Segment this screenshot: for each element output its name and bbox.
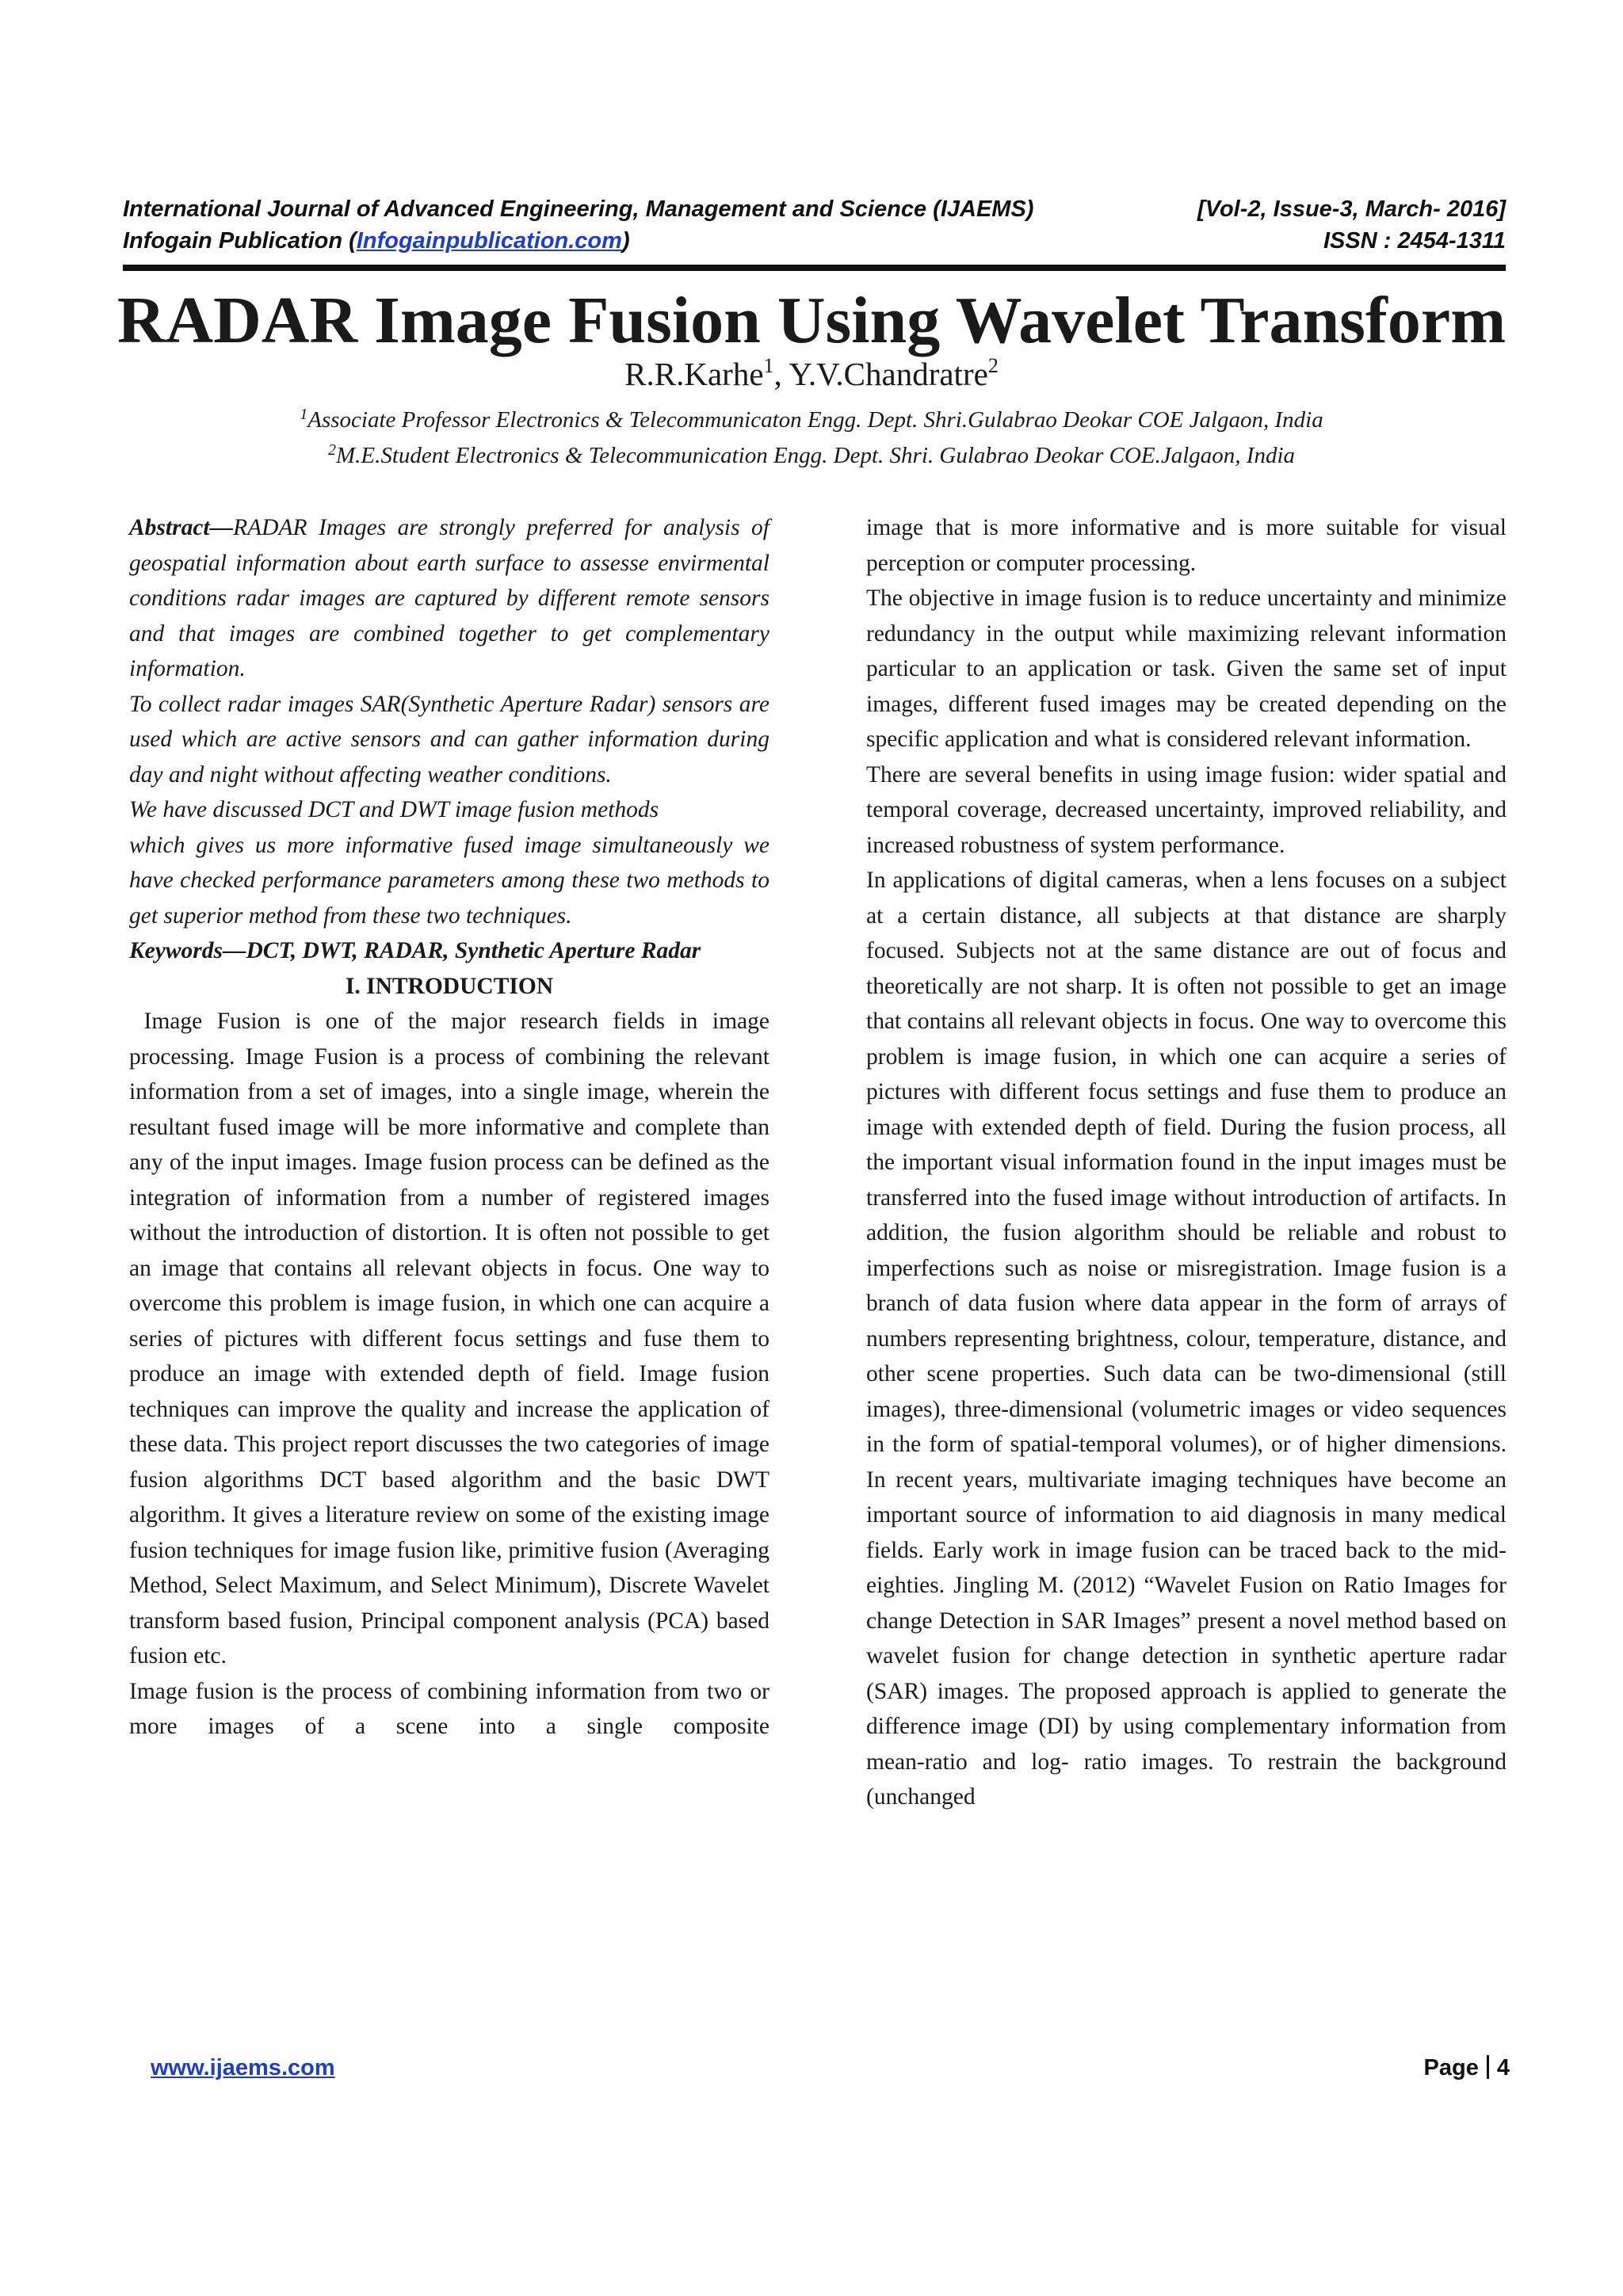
header-rule [123,265,1506,271]
abstract-paragraph-3: We have discussed DCT and DWT image fusion methods [129,797,659,822]
page-label: Page [1423,2055,1479,2081]
intro-paragraph-1: Image Fusion is one of the major research fields in image processing. Image Fusion is a process of combining the relevant information from a set of images, into a single image, wherein the resultant fused image will be more informative and complete than any of the input images. Image fusion process can be defined as the integration of information from a number of registered images without the introduction of distortion. It is often not possible to get an image that contains all relevant objects in focus. One way to overcome this problem is image fusion, in which one can acquire a series of pictures with different focus settings and fuse them to produce an image with extended depth of field. Image fusion techniques can improve the quality and increase the application of these data. This project report discusses the two categories of image fusion algorithms DCT based algorithm and the basic DWT algorithm. It gives a literature review on some of the existing image fusion techniques for image fusion like, primitive fusion (Averaging Method, Select Maximum, and Select Minimum), Discrete Wavelet transform based fusion, Principal component analysis (PCA) based fusion etc. [129,1009,769,1669]
keywords: Keywords—DCT, DWT, RADAR, Synthetic Aperture Radar [129,938,701,963]
intro-paragraph-2: Image fusion is the process of combining information from two or more images of a scene into a single composite [129,1678,769,1739]
author-2-sup: 2 [987,354,999,377]
affiliation-1-text: Associate Professor Electronics & Telecommunicaton Engg. Dept. Shri.Gulabrao Deokar COE Jalgaon, India [307,407,1323,433]
issue-info: [Vol-2, Issue-3, March- 2016] [1197,196,1506,222]
page-separator [1487,2055,1489,2079]
affiliation-2-sup: 2 [327,441,336,459]
left-column [129,510,769,1745]
publisher-prefix: Infogain Publication ( [123,228,357,254]
author-2: Y.V.Chandratre [789,356,988,392]
page-number [1424,2052,1510,2084]
publisher [123,225,630,257]
right-paragraph-3: There are several benefits in using image fusion: wider spatial and temporal coverage, decreased uncertainty, improved reliability, and increased robustness of system performance. [866,761,1507,858]
authors [0,354,1623,394]
abstract-label: Abstract [129,515,210,540]
abstract-paragraph-1 [129,510,769,687]
publisher-suffix: ) [621,228,630,254]
author-1: R.R.Karhe [624,356,764,392]
publisher-link[interactable]: Infogainpublication.com [356,228,622,254]
right-paragraph-4: In applications of digital cameras, when a lens focuses on a subject at a certain distance, all subjects at that distance are sharply focused. Subjects not at the same distance are out of focus and theoretically are not sharp. It is often not possible to get an image that contains all relevant objects in focus. One way to overcome this problem is image fusion, in which one can acquire a series of pictures with different focus settings and fuse them to produce an image with extended depth of field. During the fusion process, all the important visual information found in the input images must be transferred into the fused image without introduction of artifacts. In addition, the fusion algorithm should be reliable and robust to imperfections such as noise or misregistration. Image fusion is a branch of data fusion where data appear in the form of arrays of numbers representing brightness, colour, temperature, distance, and other scene properties. Such data can be two-dimensional (still images), three-dimensional (volumetric images or video sequences in the form of spatial-temporal volumes), or of higher dimensions. In recent years, multivariate imaging techniques have become an important source of information to aid diagnosis in many medical fields. Early work in image fusion can be traced back to the mid-eighties. Jingling M. (2012) “Wavelet Fusion on Ratio Images for change Detection in SAR Images” present a novel method based on wavelet fusion for change detection in synthetic aperture radar (SAR) images. The proposed approach is applied to generate the difference image (DI) by using complementary information from mean-ratio and log- ratio images. To restrain the background (unchanged [866,868,1507,1810]
issn: ISSN : 2454-1311 [1323,228,1506,254]
footer-website-link[interactable]: www.ijaems.com [151,2055,335,2081]
affiliation-1 [0,404,1623,436]
paper-title: RADAR Image Fusion Using Wavelet Transform [116,284,1507,357]
right-paragraph-1: image that is more informative and is more suitable for visual perception or computer processing. [866,515,1507,576]
abstract-dash: — [209,515,234,540]
abstract-paragraph-2: To collect radar images SAR(Synthetic Aperture Radar) sensors are used which are active sensors and can gather information during day and night without affecting weather conditions. [129,691,769,788]
author-1-sup: 1 [763,354,774,377]
journal-name: International Journal of Advanced Engineering, Management and Science (IJAEMS) [123,196,1034,222]
abstract-paragraph-4: which gives us more informative fused image simultaneously we have checked performance parameters among these two methods to get superior method from these two techniques. [129,832,769,929]
section-heading-introduction: I. INTRODUCTION [345,973,554,999]
right-paragraph-2: The objective in image fusion is to reduce uncertainty and minimize redundancy in the output while maximizing relevant information particular to an application or task. Given the same set of input images, different fused images may be created depending on the specific application and what is considered relevant information. [866,585,1507,752]
author-separator: , [773,356,789,392]
affiliation-2-text: M.E.Student Electronics & Telecommunication Engg. Dept. Shri. Gulabrao Deokar COE.Jalgaon, India [335,443,1296,468]
affiliation-2 [0,440,1623,471]
abstract-text-1: RADAR Images are strongly preferred for analysis of geospatial information about earth surface to assesse envirmental conditions radar images are captured by different remote sensors and that images are combined together to get complementary information. [129,515,769,681]
page-number-value: 4 [1496,2055,1510,2081]
affiliation-1-sup: 1 [300,406,308,423]
right-column [866,510,1507,1815]
